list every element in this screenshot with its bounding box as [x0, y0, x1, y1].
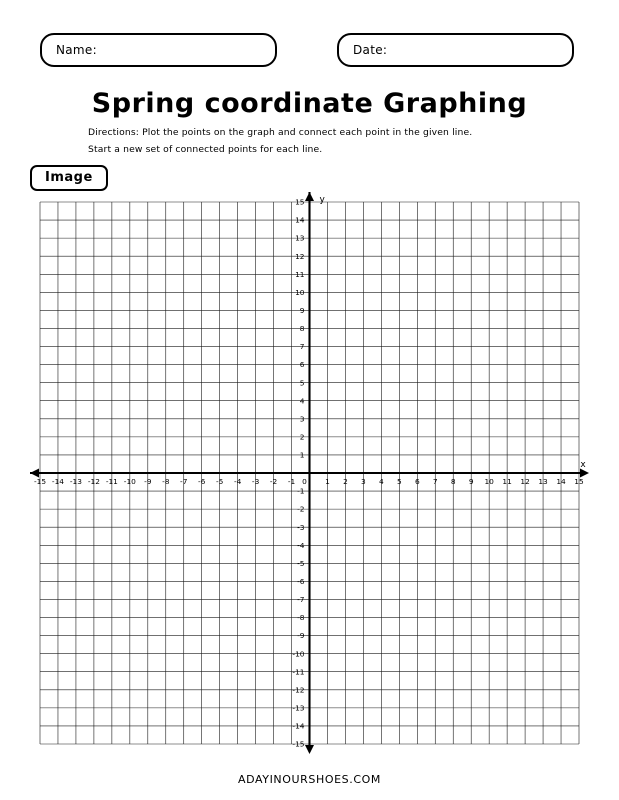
coordinate-grid — [28, 190, 591, 756]
svg-text:7: 7 — [432, 477, 438, 486]
date-field[interactable] — [337, 33, 574, 67]
svg-text:3: 3 — [361, 477, 366, 486]
svg-text:-15: -15 — [33, 477, 47, 486]
svg-text:13: 13 — [295, 233, 305, 243]
svg-text:6: 6 — [299, 360, 305, 370]
svg-text:14: 14 — [556, 477, 566, 486]
svg-text:14: 14 — [295, 215, 305, 225]
name-field[interactable] — [40, 33, 277, 67]
page-title: Spring coordinate Graphing — [91, 88, 528, 119]
image-badge: Image — [30, 165, 108, 191]
svg-text:9: 9 — [468, 477, 474, 486]
svg-text:5: 5 — [299, 378, 305, 388]
svg-text:5: 5 — [396, 477, 402, 486]
svg-text:0: 0 — [302, 477, 307, 486]
svg-text:-5: -5 — [215, 477, 224, 486]
svg-text:-8: -8 — [162, 477, 170, 486]
svg-text:-7: -7 — [180, 477, 188, 486]
svg-text:-9: -9 — [144, 477, 152, 486]
svg-text:8: 8 — [450, 477, 456, 486]
svg-text:-12: -12 — [87, 477, 100, 486]
svg-text:-10: -10 — [292, 649, 305, 659]
svg-text:1: 1 — [325, 477, 330, 486]
svg-text:-8: -8 — [297, 613, 305, 623]
svg-text:-2: -2 — [269, 477, 278, 486]
svg-text:-14: -14 — [51, 477, 65, 486]
svg-text:11: 11 — [502, 477, 512, 486]
svg-text:-4: -4 — [297, 540, 305, 550]
date-field-label: Date: — [353, 43, 388, 57]
svg-text:y: y — [319, 195, 325, 205]
svg-text:3: 3 — [299, 414, 305, 424]
svg-text:-11: -11 — [105, 477, 118, 486]
svg-text:-15: -15 — [292, 739, 305, 749]
svg-text:15: 15 — [574, 477, 584, 486]
svg-text:11: 11 — [295, 269, 305, 279]
svg-text:-14: -14 — [292, 721, 305, 731]
svg-text:-1: -1 — [287, 477, 296, 486]
svg-text:-6: -6 — [198, 477, 206, 486]
svg-text:x: x — [580, 460, 586, 470]
svg-text:-12: -12 — [292, 685, 305, 695]
svg-text:-3: -3 — [251, 477, 260, 486]
svg-text:7: 7 — [299, 342, 305, 352]
name-field-label: Name: — [56, 43, 97, 57]
footer-attribution: ADAYINOURSHOES.COM — [238, 773, 381, 786]
directions-line-1: Directions: Plot the points on the graph and connect each point in the given line. — [88, 127, 473, 138]
svg-text:10: 10 — [295, 287, 305, 297]
svg-text:6: 6 — [414, 477, 420, 486]
svg-text:-13: -13 — [292, 703, 305, 713]
svg-text:-13: -13 — [69, 477, 82, 486]
svg-text:12: 12 — [295, 251, 305, 261]
svg-text:-2: -2 — [297, 504, 305, 514]
svg-text:1: 1 — [299, 450, 305, 460]
svg-text:-1: -1 — [297, 486, 305, 496]
svg-text:4: 4 — [299, 396, 305, 406]
svg-text:-10: -10 — [123, 477, 136, 486]
svg-text:-9: -9 — [297, 631, 305, 641]
svg-text:2: 2 — [343, 477, 348, 486]
svg-text:10: 10 — [484, 477, 494, 486]
svg-text:-7: -7 — [297, 595, 305, 605]
svg-text:8: 8 — [299, 324, 305, 334]
svg-text:-11: -11 — [292, 667, 305, 677]
svg-text:12: 12 — [520, 477, 530, 486]
svg-text:-6: -6 — [297, 577, 305, 586]
svg-text:2: 2 — [299, 432, 305, 442]
svg-text:-4: -4 — [233, 477, 242, 486]
coordinate-grid-svg — [28, 190, 591, 756]
svg-text:-3: -3 — [297, 522, 305, 532]
svg-text:9: 9 — [299, 306, 305, 315]
svg-text:-5: -5 — [297, 558, 305, 568]
directions-text — [88, 124, 538, 158]
directions-line-2: Start a new set of connected points for each line. — [88, 144, 323, 155]
svg-text:4: 4 — [379, 477, 384, 486]
svg-text:13: 13 — [538, 477, 548, 486]
svg-text:15: 15 — [295, 197, 305, 207]
